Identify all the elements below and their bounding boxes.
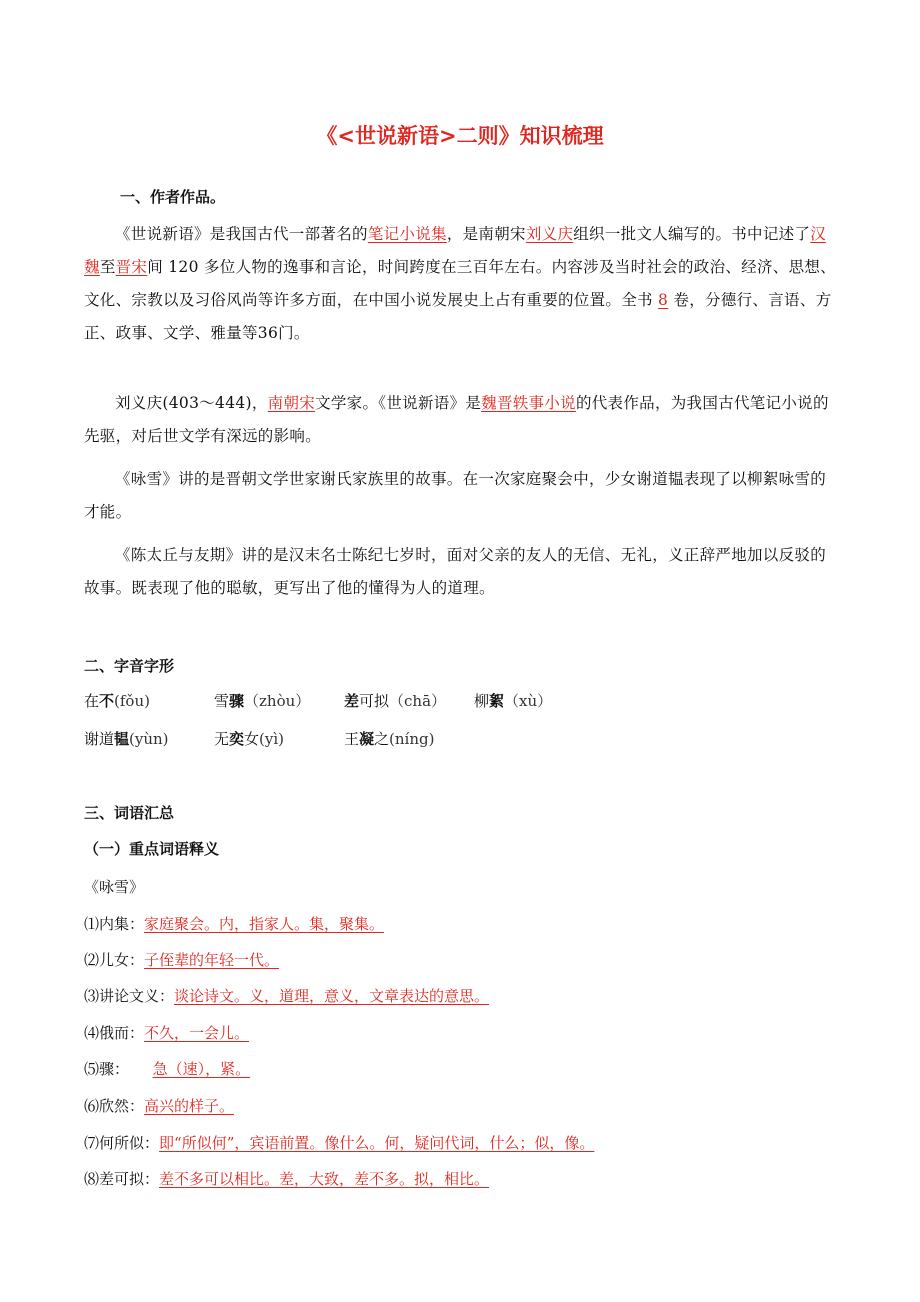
vocab-item: ⑵儿女：子侄辈的年轻一代。 — [84, 951, 280, 969]
section-heading-author: 一、作者作品。 — [120, 188, 226, 206]
vocab-item: ⑹欣然：高兴的样子。 — [84, 1097, 235, 1115]
section-heading-pronunciation: 二、字音字形 — [84, 657, 175, 675]
paragraph-yongxue-intro: 《咏雪》讲的是晋朝文学世家谢氏家族里的故事。在一次家庭聚会中，少女谢道韫表现了以柳絮咏雪的才能。 — [84, 470, 827, 521]
pronunciation-item: 在不(fǒu) — [84, 692, 150, 710]
text-title-yongxue: 《咏雪》 — [84, 878, 145, 896]
vocab-item: ⑶讲论文义：谈论诗文。义，道理，意义，文章表达的意思。 — [84, 987, 490, 1005]
pronunciation-item: 柳絮（xù） — [474, 692, 553, 710]
paragraph-author-intro: 刘义庆(403～444)，南朝宋文学家。《世说新语》是魏晋轶事小说的代表作品，为我国古代笔记小说的先驱，对后世文学有深远的影响。 — [84, 394, 829, 445]
document-title: 《<世说新语>二则》知识梳理 — [316, 124, 604, 148]
paragraph-book-intro: 《世说新语》是我国古代一部著名的笔记小说集，是南朝宋刘义庆组织一批文人编写的。书中记述了汉魏至晋宋间 120 多位人物的逸事和言论，时间跨度在三百年左右。内容涉及当时社会的政治、经济、思想、文化、宗教以及习俗风尚等许多方面，在中国小说发展史上占有重要的位置。全书 8 卷，分德行、言语、方正、政事、文学、雅量等36门。 — [84, 225, 836, 342]
vocab-item: ⑴内集：家庭聚会。内，指家人。集，聚集。 — [84, 915, 385, 933]
subheading-key-words: （一）重点词语释义 — [84, 840, 220, 858]
vocab-item: ⑻差可拟：差不多可以相比。差，大致，差不多。拟，相比。 — [84, 1170, 490, 1188]
pronunciation-item: 雪骤（zhòu） — [214, 692, 311, 710]
vocab-item: ⑸骤： 急（速），紧。 — [84, 1060, 251, 1078]
pronunciation-item: 谢道韫(yùn) — [84, 730, 169, 748]
vocab-item: ⑺何所似：即“所似何”，宾语前置。像什么。何，疑问代词，什么；似，像。 — [84, 1134, 595, 1152]
pronunciation-item: 无奕女(yì) — [214, 730, 285, 748]
section-heading-vocabulary: 三、词语汇总 — [84, 804, 175, 822]
pronunciation-item: 王凝之(níng) — [344, 730, 435, 748]
vocab-item: ⑷俄而：不久，一会儿。 — [84, 1024, 250, 1042]
pronunciation-item: 差可拟（chā） — [344, 692, 447, 710]
paragraph-chentaiqiu-intro: 《陈太丘与友期》讲的是汉末名士陈纪七岁时，面对父亲的友人的无信、无礼，义正辞严地加以反驳的故事。既表现了他的聪敏，更写出了他的懂得为人的道理。 — [84, 546, 827, 597]
